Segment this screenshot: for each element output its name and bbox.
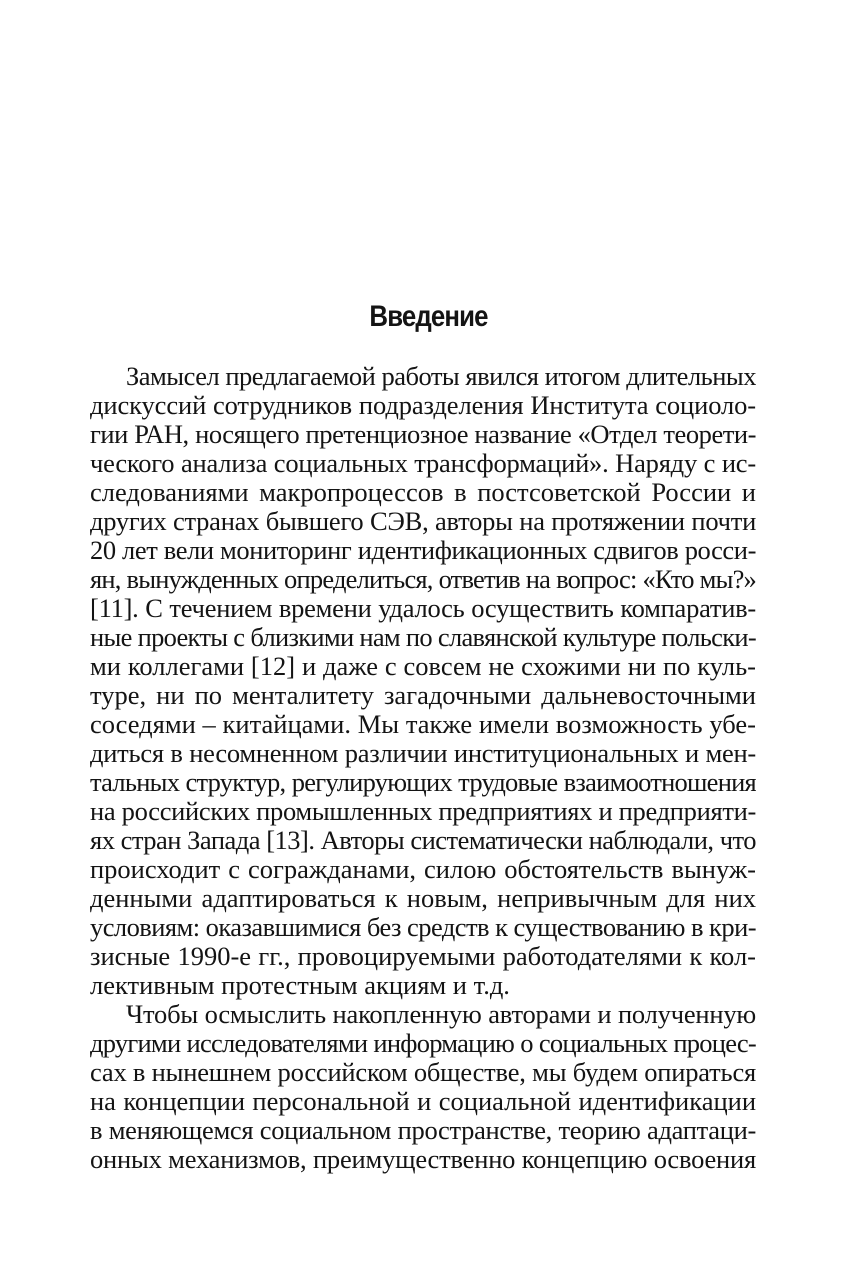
text-line: дискуссий сотрудников подразделения Института социоло- <box>90 391 756 420</box>
text-line: происходит с согражданами, силою обстоятельств вынуж- <box>90 855 756 884</box>
text-line: соседями – китайцами. Мы также имели возможность убе- <box>90 710 756 739</box>
text-line: [11]. С течением времени удалось осуществить компаратив- <box>90 594 756 623</box>
text-line: условиям: оказавшимися без средств к существованию в кри- <box>90 913 756 942</box>
text-line: следованиями макропроцессов в постсоветской России и <box>90 478 756 507</box>
text-line: ми коллегами [12] и даже с совсем не схожими ни по куль- <box>90 652 756 681</box>
text-line: гии РАН, носящего претенциозное название «Отдел теорети- <box>90 420 756 449</box>
text-line: Замысел предлагаемой работы явился итогом длительных <box>126 362 756 391</box>
text-line: ческого анализа социальных трансформаций». Наряду с ис- <box>90 449 756 478</box>
text-line: в меняющемся социальном пространстве, теорию адаптаци- <box>90 1116 756 1145</box>
chapter-heading: Введение <box>369 300 488 333</box>
text-line: сах в нынешнем российском обществе, мы будем опираться <box>90 1058 756 1087</box>
text-line: Чтобы осмыслить накопленную авторами и полученную <box>126 1000 756 1029</box>
text-line: других странах бывшего СЭВ, авторы на протяжении почти <box>90 507 756 536</box>
text-line: тальных структур, регулирующих трудовые взаимоотношения <box>90 768 756 797</box>
text-line: на российских промышленных предприятиях и предприяти- <box>90 797 756 826</box>
text-line: туре, ни по менталитету загадочными дальневосточными <box>90 681 756 710</box>
text-line: другими исследователями информацию о социальных процес- <box>90 1029 756 1058</box>
text-line: денными адаптироваться к новым, непривычным для них <box>90 884 756 913</box>
text-line: зисные 1990-е гг., провоцируемыми работодателями к кол- <box>90 942 756 971</box>
text-line: онных механизмов, преимущественно концепцию освоения <box>90 1145 756 1174</box>
text-line: диться в несомненном различии институциональных и мен- <box>90 739 756 768</box>
text-line: ян, вынужденных определиться, ответив на вопрос: «Кто мы?» <box>90 565 756 594</box>
text-line: лективным протестным акциям и т.д. <box>90 971 510 1000</box>
text-line: ях стран Запада [13]. Авторы систематически наблюдали, что <box>90 826 756 855</box>
text-line: 20 лет вели мониторинг идентификационных сдвигов росси- <box>90 536 756 565</box>
text-line: ные проекты с близкими нам по славянской культуре польски- <box>90 623 756 652</box>
text-line: на концепции персональной и социальной идентификации <box>90 1087 756 1116</box>
